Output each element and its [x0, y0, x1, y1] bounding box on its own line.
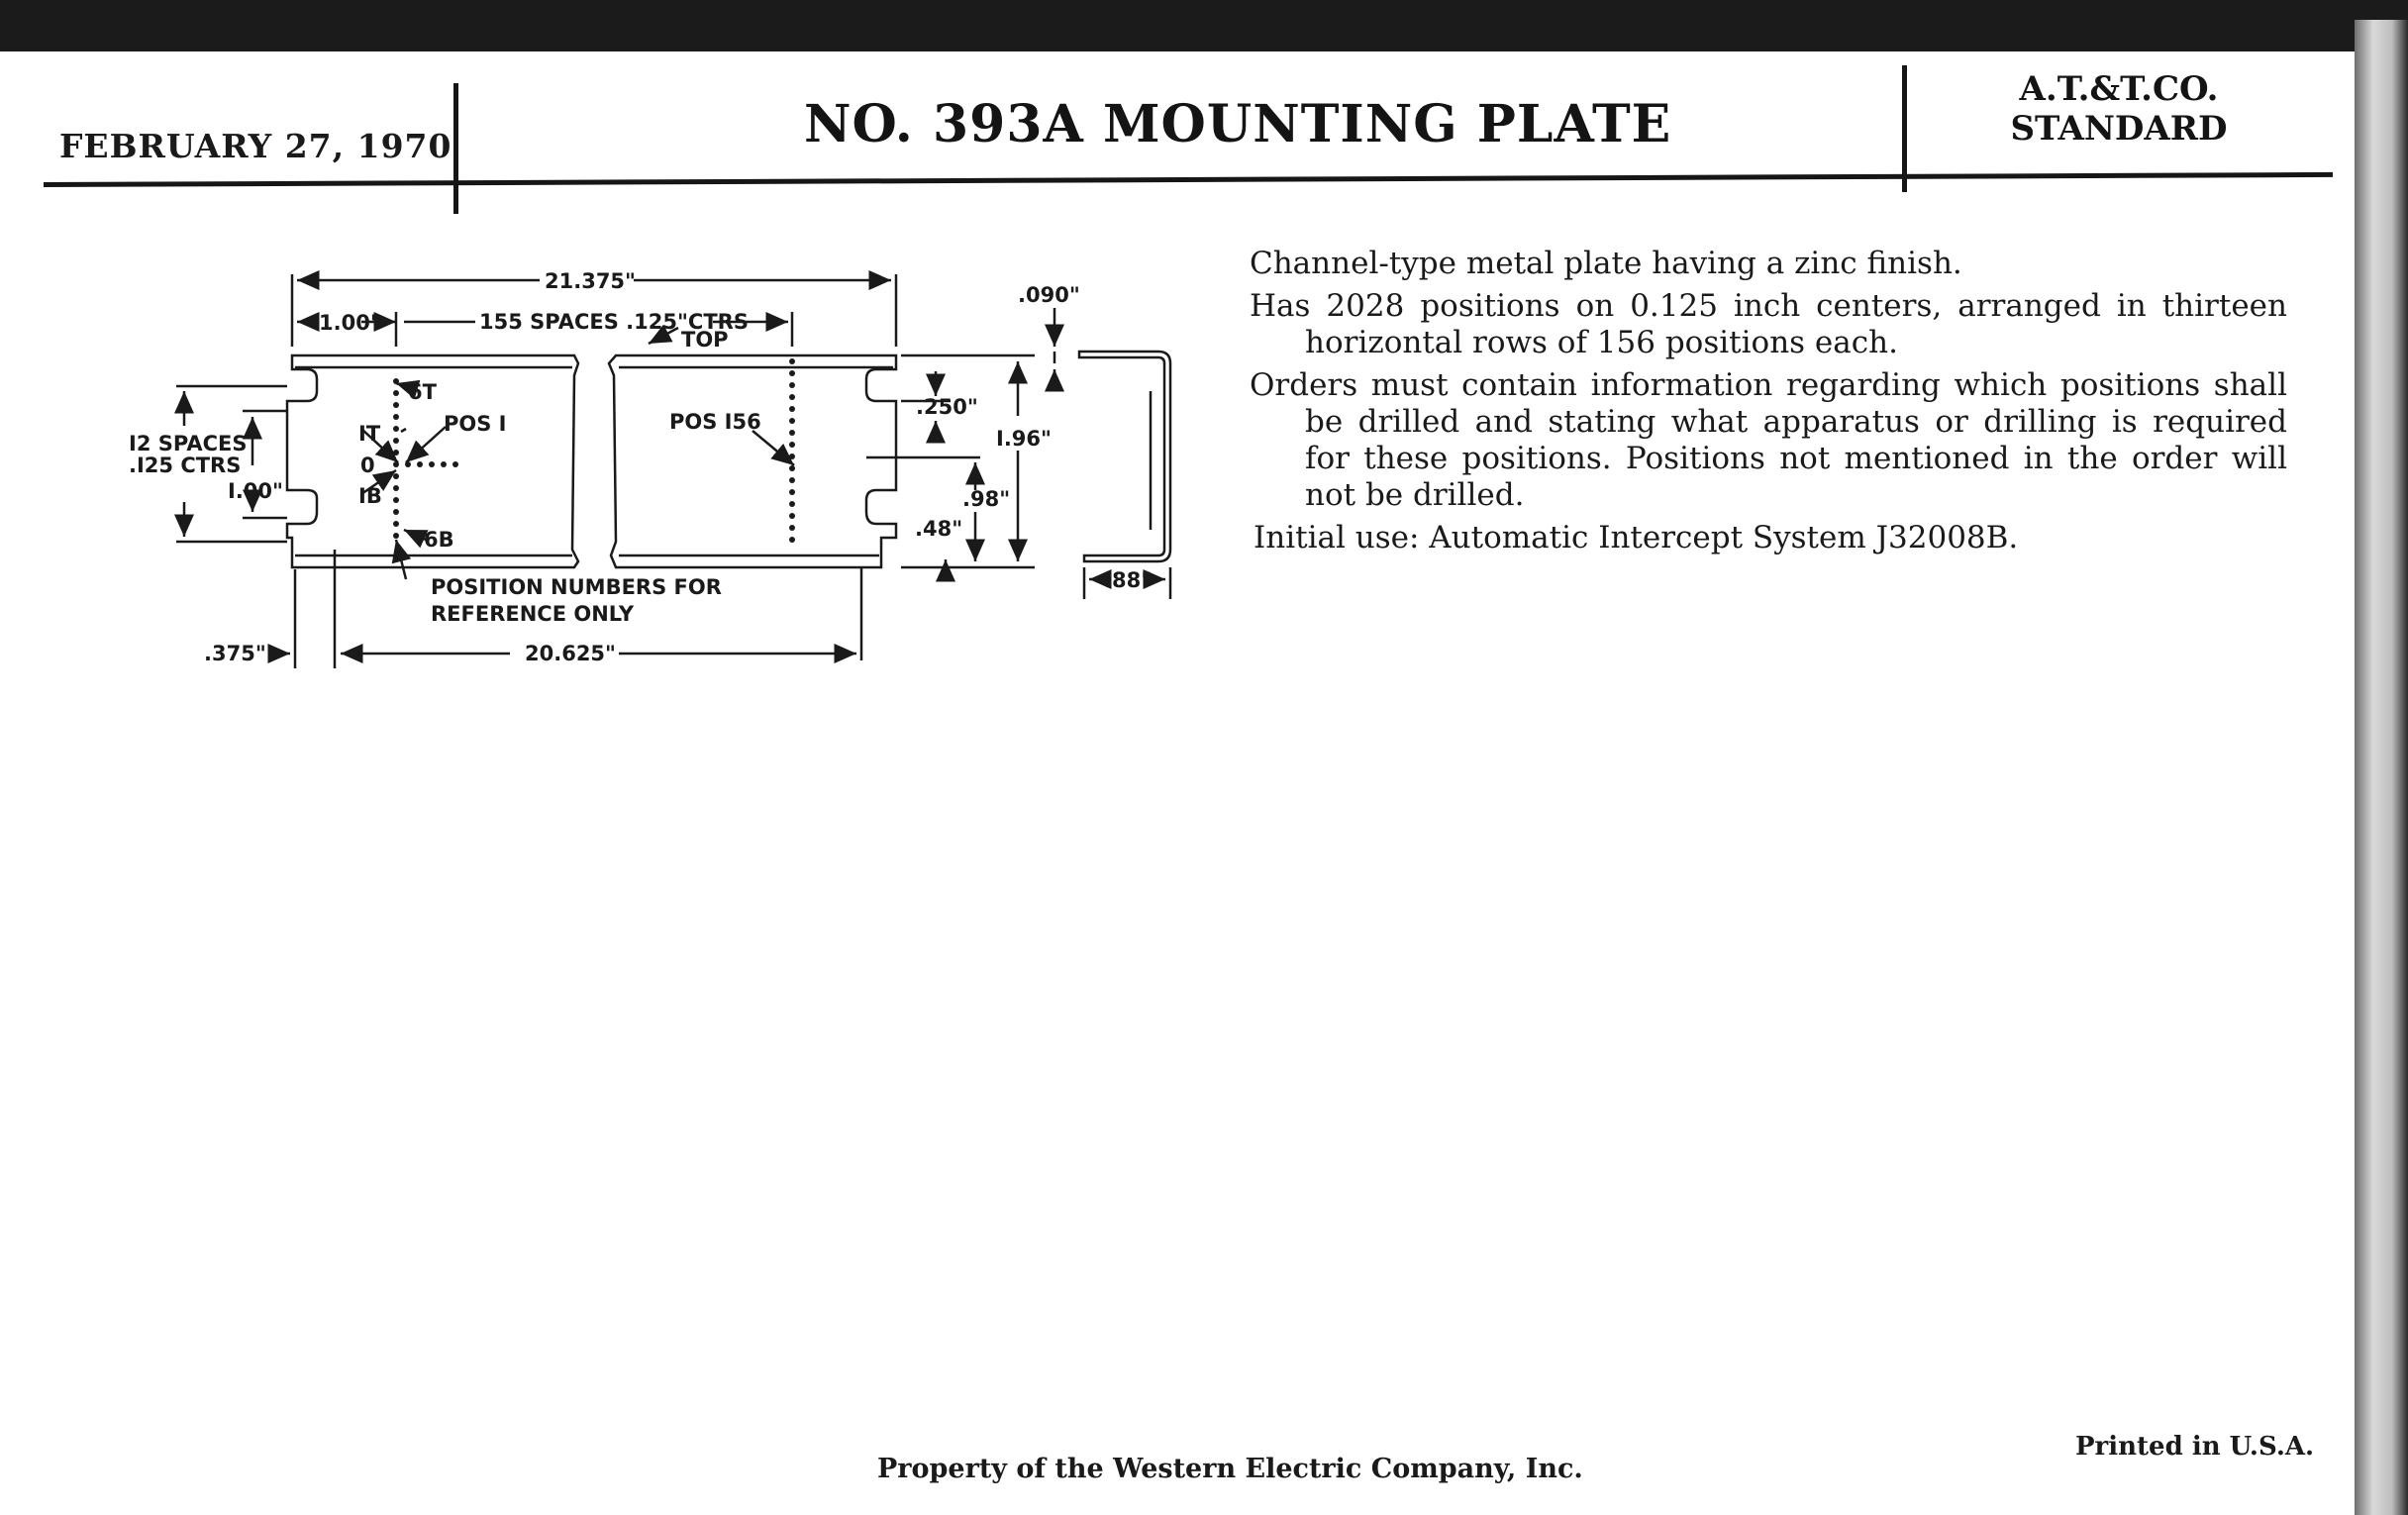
- dim-88: .88": [1104, 568, 1153, 592]
- label-top: TOP: [681, 328, 729, 352]
- header-divider-left: [453, 83, 458, 214]
- description-positions: Has 2028 positions on 0.125 inch centers, arranged in thirteen horizontal rows of 156 positions each.: [1250, 288, 2287, 360]
- dim-overall-length: 21.375": [545, 269, 636, 293]
- dim-250: .250": [916, 395, 978, 419]
- label-pos-1: POS I: [444, 412, 507, 436]
- label-pos-156: POS I56: [669, 410, 761, 434]
- dim-20625: 20.625": [525, 642, 616, 665]
- description-orders: Orders must contain information regarding which positions shall be drilled and stating what apparatus or drilling is required for these positions. Positions not mentioned in the order will not be drilled.: [1250, 367, 2287, 513]
- description-block: [1250, 246, 2287, 562]
- dim-left-offset: 1.00": [319, 311, 381, 335]
- footer-property: Property of the Western Electric Company, Inc.: [877, 1454, 1583, 1484]
- label-row-1t: IT: [358, 422, 381, 446]
- plate-right-section: [609, 355, 896, 567]
- dim-375: .375": [204, 642, 266, 665]
- dim-vertical-spaces-2: .I25 CTRS: [129, 454, 242, 477]
- note-position-numbers-2: REFERENCE ONLY: [431, 602, 635, 626]
- dim-196: I.96": [996, 427, 1052, 451]
- label-row-1b: IB: [358, 484, 382, 508]
- standard-line-1: A.T.&T.CO.: [2019, 69, 2219, 109]
- label-row-6t: 6T: [408, 380, 437, 404]
- standard-mark: [1980, 69, 2258, 149]
- description-finish: Channel-type metal plate having a zinc finish.: [1250, 246, 1962, 281]
- dim-vertical-spaces-1: I2 SPACES: [129, 432, 248, 455]
- dim-090: .090": [1018, 283, 1080, 307]
- label-row-6b: 6B: [424, 528, 454, 552]
- dim-vertical-100: I.00": [228, 479, 283, 503]
- dim-98: .98": [962, 487, 1011, 511]
- mounting-plate-drawing: [109, 252, 1208, 688]
- dim-48: .48": [915, 517, 963, 541]
- label-row-0: 0: [360, 454, 375, 477]
- page-title: NO. 393A MOUNTING PLATE: [804, 94, 1672, 154]
- note-position-numbers-1: POSITION NUMBERS FOR: [431, 575, 722, 599]
- standard-line-2: STANDARD: [2010, 109, 2228, 149]
- footer-printed: Printed in U.S.A.: [2075, 1432, 2315, 1462]
- description-initial-use: Initial use: Automatic Intercept System J32008B.: [1254, 520, 2019, 556]
- card-edge-shadow: [2355, 20, 2408, 1515]
- channel-profile: [1079, 352, 1170, 561]
- issue-date: FEBRUARY 27, 1970: [59, 127, 452, 165]
- dim-spaces: 155 SPACES .125"CTRS: [479, 310, 749, 334]
